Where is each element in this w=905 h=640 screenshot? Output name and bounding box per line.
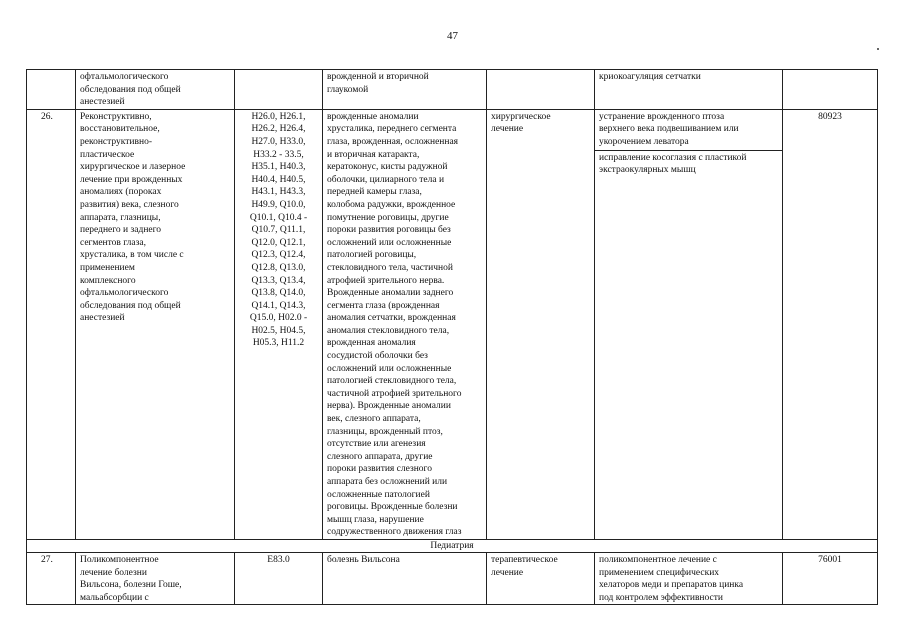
section-title: Педиатрия [27, 539, 878, 552]
treatment-method: криокоагуляция сетчатки [595, 70, 783, 110]
treatment-methods [595, 109, 783, 539]
treatment-type: терапевтическое лечение [487, 552, 595, 604]
care-type-name: офтальмологического обследования под общей анестезией [76, 70, 235, 110]
icd-codes: H26.0, H26.1, H26.2, H26.4, H27.0, H33.0, H33.2 - 33.5, H35.1, H40.3, H40.4, H40.5, H43.1, H43.3, H49.9, Q10.0, Q10.1, Q10.4 - Q10.7, Q11.1, Q12.0, Q12.1, Q12.3, Q12.4, Q12.8, Q13.0, Q13.3, Q13.4, Q13.8, Q14.0, Q14.1, Q14.3, Q15.0, H02.0 - H02.5, H04.5, H05.3, H11.2 [235, 109, 323, 539]
section-row [27, 539, 878, 552]
patient-model: врожденные аномалии хрусталика, переднего сегмента глаза, врожденная, осложненная и вторичная катаракта, кератоконус, кисты радужной оболочки, цилиарного тела и передней камеры глаза, колобома радужки, врожденное помутнение роговицы, другие пороки развития роговицы без осложнений или осложненные патологией роговицы, стекловидного тела, частичной атрофией зрительного нерва. Врожденные аномалии заднего сегмента глаза (врожденная аномалия сетчатки, врожденная аномалия стекловидного тела, врожденная аномалия сосудистой оболочки без осложнений или осложненные патологией стекловидного тела, частичной атрофией зрительного нерва). Врожденные аномалии век, слезного аппарата, глазницы, врожденный птоз, отсутствие или агенезия слезного аппарата, другие пороки развития слезного аппарата без осложнений или осложненные патологией роговицы. Врожденные болезни мышц глаза, нарушение содружественного движения глаз [323, 109, 487, 539]
icd-codes [235, 70, 323, 110]
row-number [27, 70, 76, 110]
table-row [27, 70, 878, 110]
treatment-method: устранение врожденного птоза верхнего века подвешиванием или укорочением леватора [599, 111, 739, 147]
patient-model: врожденной и вторичной глаукомой [323, 70, 487, 110]
cost-value [783, 70, 878, 110]
patient-model: болезнь Вильсона [323, 552, 487, 604]
treatment-method: поликомпонентное лечение с применением специфических хелаторов меди и препаратов цинка под контролем эффективности [595, 552, 783, 604]
table-row [27, 109, 878, 539]
care-type-name: Реконструктивно, восстановительное, реконструктивно- пластическое хирургическое и лазерное лечение при врожденных аномалиях (пороках развития) века, слезного аппарата, глазницы, переднего и заднего сегментов глаза, хрусталика, в том числе с применением комплексного офтальмологического обследования под общей анестезией [76, 109, 235, 539]
treatment-type: хирургическое лечение [487, 109, 595, 539]
care-type-name: Поликомпонентное лечение болезни Вильсона, болезни Гоше, мальабсорбции с [76, 552, 235, 604]
page-number: 47 [447, 30, 458, 42]
row-number: 26. [27, 109, 76, 539]
scan-dot [877, 48, 879, 50]
row-number: 27. [27, 552, 76, 604]
cost-value: 80923 [783, 109, 878, 539]
cost-value: 76001 [783, 552, 878, 604]
medical-care-table [26, 69, 878, 605]
icd-codes: E83.0 [235, 552, 323, 604]
table-row [27, 552, 878, 604]
treatment-type [487, 70, 595, 110]
treatment-method: исправление косоглазия с пластикой экстраокулярных мышц [595, 150, 782, 177]
